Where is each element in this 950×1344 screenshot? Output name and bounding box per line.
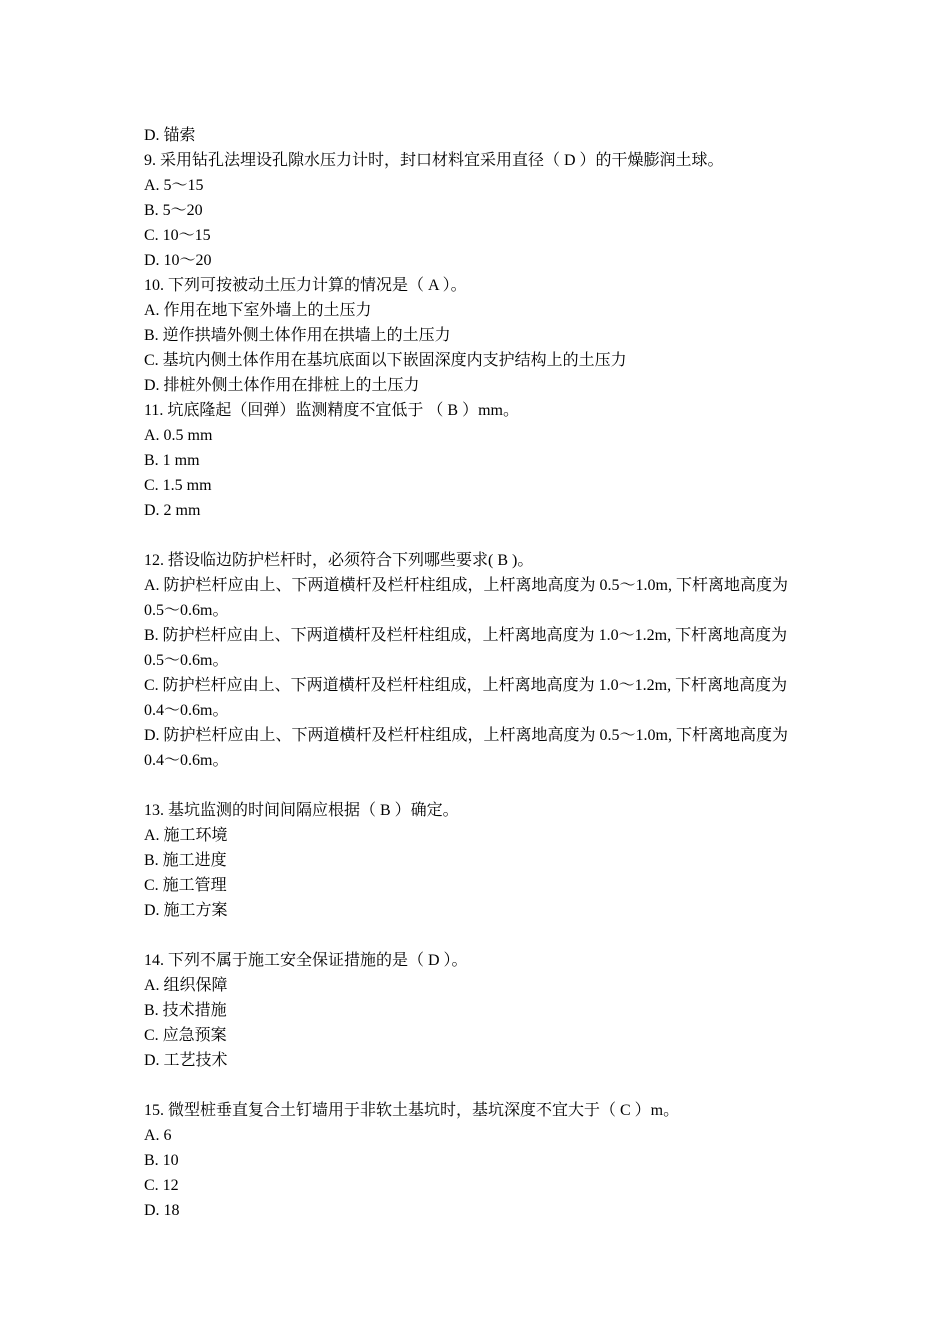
question-8-tail: [144, 123, 814, 148]
paragraph-gap: [144, 773, 814, 798]
option-a: A. 施工环境: [144, 827, 228, 844]
option-c: C. 防护栏杆应由上、下两道横杆及栏杆柱组成，上杆离地高度为 1.0～1.2m, 下杆离地高度为: [144, 677, 788, 694]
option-a: A. 6: [144, 1127, 172, 1144]
option-c-continued: 0.4～0.6m。: [144, 702, 229, 719]
question-stem: 12. 搭设临边防护栏杆时，必须符合下列哪些要求( B )。: [144, 552, 534, 569]
option-a-continued: 0.5～0.6m。: [144, 602, 229, 619]
option-d: D. 18: [144, 1202, 180, 1219]
paragraph-gap: [144, 523, 814, 548]
question-stem: 11. 坑底隆起（回弹）监测精度不宜低于 （ B ）mm。: [144, 402, 519, 419]
question-stem: 9. 采用钻孔法埋设孔隙水压力计时，封口材料宜采用直径（ D ）的干燥膨润土球。: [144, 152, 724, 169]
question-9: [144, 148, 814, 273]
question-stem: 13. 基坑监测的时间间隔应根据（ B ）确定。: [144, 802, 459, 819]
question-stem: 14. 下列不属于施工安全保证措施的是（ D ）。: [144, 952, 468, 969]
option-c: C. 1.5 mm: [144, 477, 212, 494]
option-c: C. 12: [144, 1177, 179, 1194]
option-d: D. 排桩外侧土体作用在排桩上的土压力: [144, 377, 420, 394]
option-b-continued: 0.5～0.6m。: [144, 652, 229, 669]
option-d: D. 2 mm: [144, 502, 201, 519]
question-10: [144, 273, 814, 398]
option-b: B. 逆作拱墙外侧土体作用在拱墙上的土压力: [144, 327, 451, 344]
option-c: C. 10～15: [144, 227, 211, 244]
option-b: B. 5～20: [144, 202, 203, 219]
option-c: C. 应急预案: [144, 1027, 227, 1044]
question-11: [144, 398, 814, 523]
option-d: D. 工艺技术: [144, 1052, 228, 1069]
option-a: A. 5～15: [144, 177, 204, 194]
option-a: A. 防护栏杆应由上、下两道横杆及栏杆柱组成，上杆离地高度为 0.5～1.0m, 下杆离地高度为: [144, 577, 789, 594]
option-a: A. 作用在地下室外墙上的土压力: [144, 302, 372, 319]
question-stem: 10. 下列可按被动土压力计算的情况是（ A ）。: [144, 277, 467, 294]
option-d: D. 锚索: [144, 127, 196, 144]
option-c: C. 施工管理: [144, 877, 227, 894]
option-b: B. 10: [144, 1152, 179, 1169]
option-c: C. 基坑内侧土体作用在基坑底面以下嵌固深度内支护结构上的土压力: [144, 352, 627, 369]
paragraph-gap: [144, 1073, 814, 1098]
option-a: A. 0.5 mm: [144, 427, 213, 444]
paragraph-gap: [144, 923, 814, 948]
option-d: D. 10～20: [144, 252, 212, 269]
question-15: [144, 1098, 814, 1223]
option-d-continued: 0.4～0.6m。: [144, 752, 229, 769]
option-a: A. 组织保障: [144, 977, 228, 994]
document-page: [144, 123, 814, 1223]
option-d: D. 施工方案: [144, 902, 228, 919]
question-stem: 15. 微型桩垂直复合土钉墙用于非软土基坑时，基坑深度不宜大于（ C ）m。: [144, 1102, 680, 1119]
option-b: B. 技术措施: [144, 1002, 227, 1019]
option-b: B. 1 mm: [144, 452, 200, 469]
question-14: [144, 948, 814, 1073]
option-b: B. 防护栏杆应由上、下两道横杆及栏杆柱组成，上杆离地高度为 1.0～1.2m, 下杆离地高度为: [144, 627, 788, 644]
option-d: D. 防护栏杆应由上、下两道横杆及栏杆柱组成，上杆离地高度为 0.5～1.0m, 下杆离地高度为: [144, 727, 789, 744]
question-13: [144, 798, 814, 923]
option-b: B. 施工进度: [144, 852, 227, 869]
question-12: [144, 548, 814, 773]
